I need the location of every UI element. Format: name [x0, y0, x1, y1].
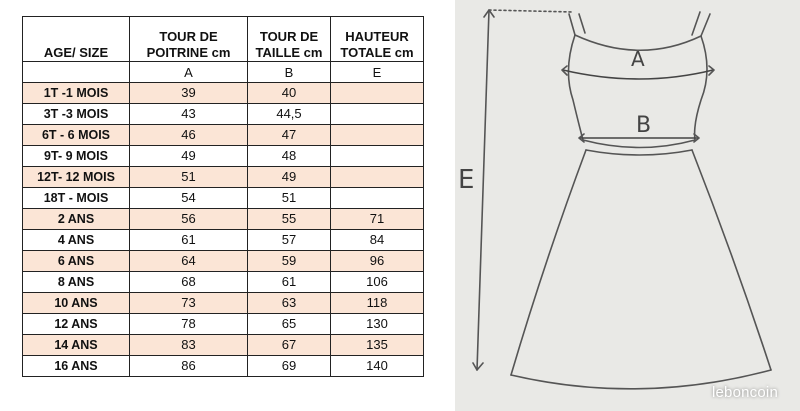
measure-code-cell: A	[130, 62, 248, 83]
waist-cell: 61	[248, 272, 331, 293]
age-cell: 12T- 12 MOIS	[23, 167, 130, 188]
age-cell: 16 ANS	[23, 356, 130, 377]
table-row	[23, 104, 424, 125]
measure-a-line	[563, 70, 713, 79]
table-row	[23, 125, 424, 146]
age-cell: 8 ANS	[23, 272, 130, 293]
column-header	[331, 17, 424, 62]
age-cell: 9T- 9 MOIS	[23, 146, 130, 167]
height-cell: 118	[331, 293, 424, 314]
bust-cell: 78	[130, 314, 248, 335]
waist-cell: 63	[248, 293, 331, 314]
column-header-line: TOUR DE	[159, 29, 218, 44]
label-e: E	[458, 165, 475, 195]
waist-cell: 44,5	[248, 104, 331, 125]
waist-cell: 49	[248, 167, 331, 188]
column-header	[248, 17, 331, 62]
bust-cell: 46	[130, 125, 248, 146]
bust-cell: 51	[130, 167, 248, 188]
table-row	[23, 146, 424, 167]
table-row	[23, 188, 424, 209]
waist-cell: 47	[248, 125, 331, 146]
table-row	[23, 209, 424, 230]
header-row	[23, 17, 424, 62]
measure-code-row	[23, 62, 424, 83]
bust-cell: 56	[130, 209, 248, 230]
height-cell: 140	[331, 356, 424, 377]
bust-cell: 86	[130, 356, 248, 377]
table-row	[23, 251, 424, 272]
waist-cell: 40	[248, 83, 331, 104]
age-cell: 12 ANS	[23, 314, 130, 335]
table-row	[23, 272, 424, 293]
age-cell: 6 ANS	[23, 251, 130, 272]
column-header-line: TOUR DE	[259, 29, 319, 44]
age-cell: 3T -3 MOIS	[23, 104, 130, 125]
size-rows	[23, 83, 424, 377]
bust-cell: 39	[130, 83, 248, 104]
bust-cell: 64	[130, 251, 248, 272]
height-cell: 135	[331, 335, 424, 356]
bust-cell: 54	[130, 188, 248, 209]
measure-code-cell: E	[331, 62, 424, 83]
age-cell: 4 ANS	[23, 230, 130, 251]
waist-cell: 51	[248, 188, 331, 209]
column-header-line: TAILLE cm	[255, 45, 323, 60]
right-strap	[692, 12, 710, 36]
table-row	[23, 167, 424, 188]
waist-cell: 65	[248, 314, 331, 335]
bodice-right-side	[695, 36, 707, 140]
skirt-right	[692, 150, 771, 370]
age-cell: 18T - MOIS	[23, 188, 130, 209]
dress-drawing	[455, 0, 800, 411]
height-cell	[331, 146, 424, 167]
table-row	[23, 293, 424, 314]
height-cell: 96	[331, 251, 424, 272]
bodice-left-side	[568, 35, 583, 140]
label-a: A	[631, 47, 645, 71]
age-cell: 14 ANS	[23, 335, 130, 356]
waist-cell: 69	[248, 356, 331, 377]
height-cell	[331, 125, 424, 146]
age-cell: 6T - 6 MOIS	[23, 125, 130, 146]
waist-cell: 57	[248, 230, 331, 251]
label-b: B	[636, 113, 652, 138]
column-header-line: TOTALE cm	[340, 45, 414, 60]
measure-code-cell	[23, 62, 130, 83]
age-cell: 2 ANS	[23, 209, 130, 230]
size-chart-table	[22, 16, 424, 377]
waist-cell: 48	[248, 146, 331, 167]
column-header-line: HAUTEUR	[345, 29, 409, 44]
table-row	[23, 83, 424, 104]
measure-e-top-guide	[489, 10, 573, 12]
leboncoin-watermark: leboncoin	[711, 384, 778, 401]
height-cell	[331, 188, 424, 209]
dress-sketch	[455, 0, 800, 411]
bust-cell: 68	[130, 272, 248, 293]
height-cell: 106	[331, 272, 424, 293]
table-row	[23, 335, 424, 356]
table-row	[23, 314, 424, 335]
table-row	[23, 356, 424, 377]
age-cell: 10 ANS	[23, 293, 130, 314]
bust-cell: 83	[130, 335, 248, 356]
column-header-line: AGE/ SIZE	[43, 45, 109, 60]
measure-code-cell: B	[248, 62, 331, 83]
height-cell	[331, 167, 424, 188]
bust-cell: 43	[130, 104, 248, 125]
skirt-left	[511, 150, 586, 375]
bust-cell: 73	[130, 293, 248, 314]
height-cell	[331, 83, 424, 104]
column-header-line: POITRINE cm	[146, 45, 231, 60]
height-cell: 130	[331, 314, 424, 335]
height-cell: 84	[331, 230, 424, 251]
waist-cell: 67	[248, 335, 331, 356]
waist-line	[583, 140, 695, 148]
bust-cell: 61	[130, 230, 248, 251]
column-header	[130, 17, 248, 62]
waist-line-lower	[586, 150, 692, 155]
measure-e-line	[477, 10, 489, 370]
waist-cell: 59	[248, 251, 331, 272]
height-cell: 71	[331, 209, 424, 230]
age-cell: 1T -1 MOIS	[23, 83, 130, 104]
column-header	[23, 17, 130, 62]
bust-cell: 49	[130, 146, 248, 167]
left-strap	[569, 14, 585, 35]
waist-cell: 55	[248, 209, 331, 230]
height-cell	[331, 104, 424, 125]
table-row	[23, 230, 424, 251]
